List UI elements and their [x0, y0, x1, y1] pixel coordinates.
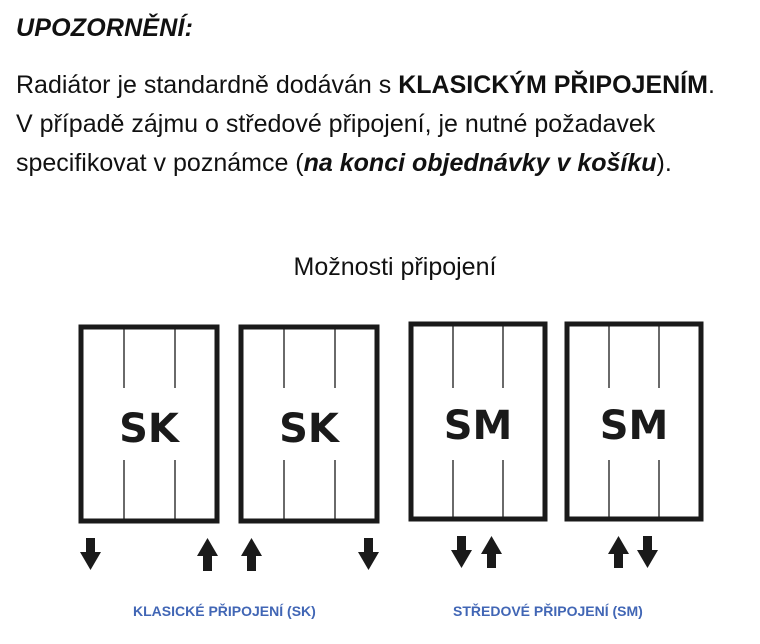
- notice-line-1-prefix: Radiátor je standardně dodáván s: [16, 71, 399, 99]
- arrow-down-icon: [358, 538, 379, 570]
- panel-label-2: SK: [279, 406, 339, 452]
- arrow-up-icon: [197, 538, 218, 571]
- arrow-down-icon: [451, 536, 472, 568]
- notice-line-3-suffix: ).: [656, 149, 672, 177]
- notice-line-3-bold-italic: na konci objednávky v košíku: [303, 149, 657, 177]
- arrow-down-icon: [80, 538, 101, 570]
- arrow-up-icon: [241, 538, 262, 571]
- notice-line-2: V případě zájmu o středové připojení, je nutné požadavek: [16, 110, 656, 138]
- arrow-down-icon: [637, 536, 658, 568]
- connection-options-diagram: [0, 300, 760, 590]
- caption-classic-connection: KLASICKÉ PŘIPOJENÍ (SK): [133, 603, 316, 619]
- panel-label-1: SK: [119, 406, 179, 452]
- notice-line-1-suffix: .: [707, 71, 715, 99]
- panel-label-3: SM: [443, 403, 513, 449]
- notice-line-1-bold: KLASICKÝM PŘIPOJENÍM: [398, 71, 708, 99]
- panel-label-4: SM: [599, 403, 669, 449]
- arrow-up-icon: [481, 536, 502, 568]
- caption-central-connection: STŘEDOVÉ PŘIPOJENÍ (SM): [453, 603, 643, 619]
- arrow-up-icon: [608, 536, 629, 568]
- notice-line-1: [16, 66, 756, 105]
- notice-line-3-prefix: specifikovat v poznámce (: [16, 149, 304, 177]
- notice-heading: UPOZORNĚNÍ:: [16, 14, 194, 42]
- diagram-title: Možnosti připojení: [293, 253, 497, 281]
- notice-text: [16, 66, 756, 183]
- notice-line-3: [16, 144, 756, 183]
